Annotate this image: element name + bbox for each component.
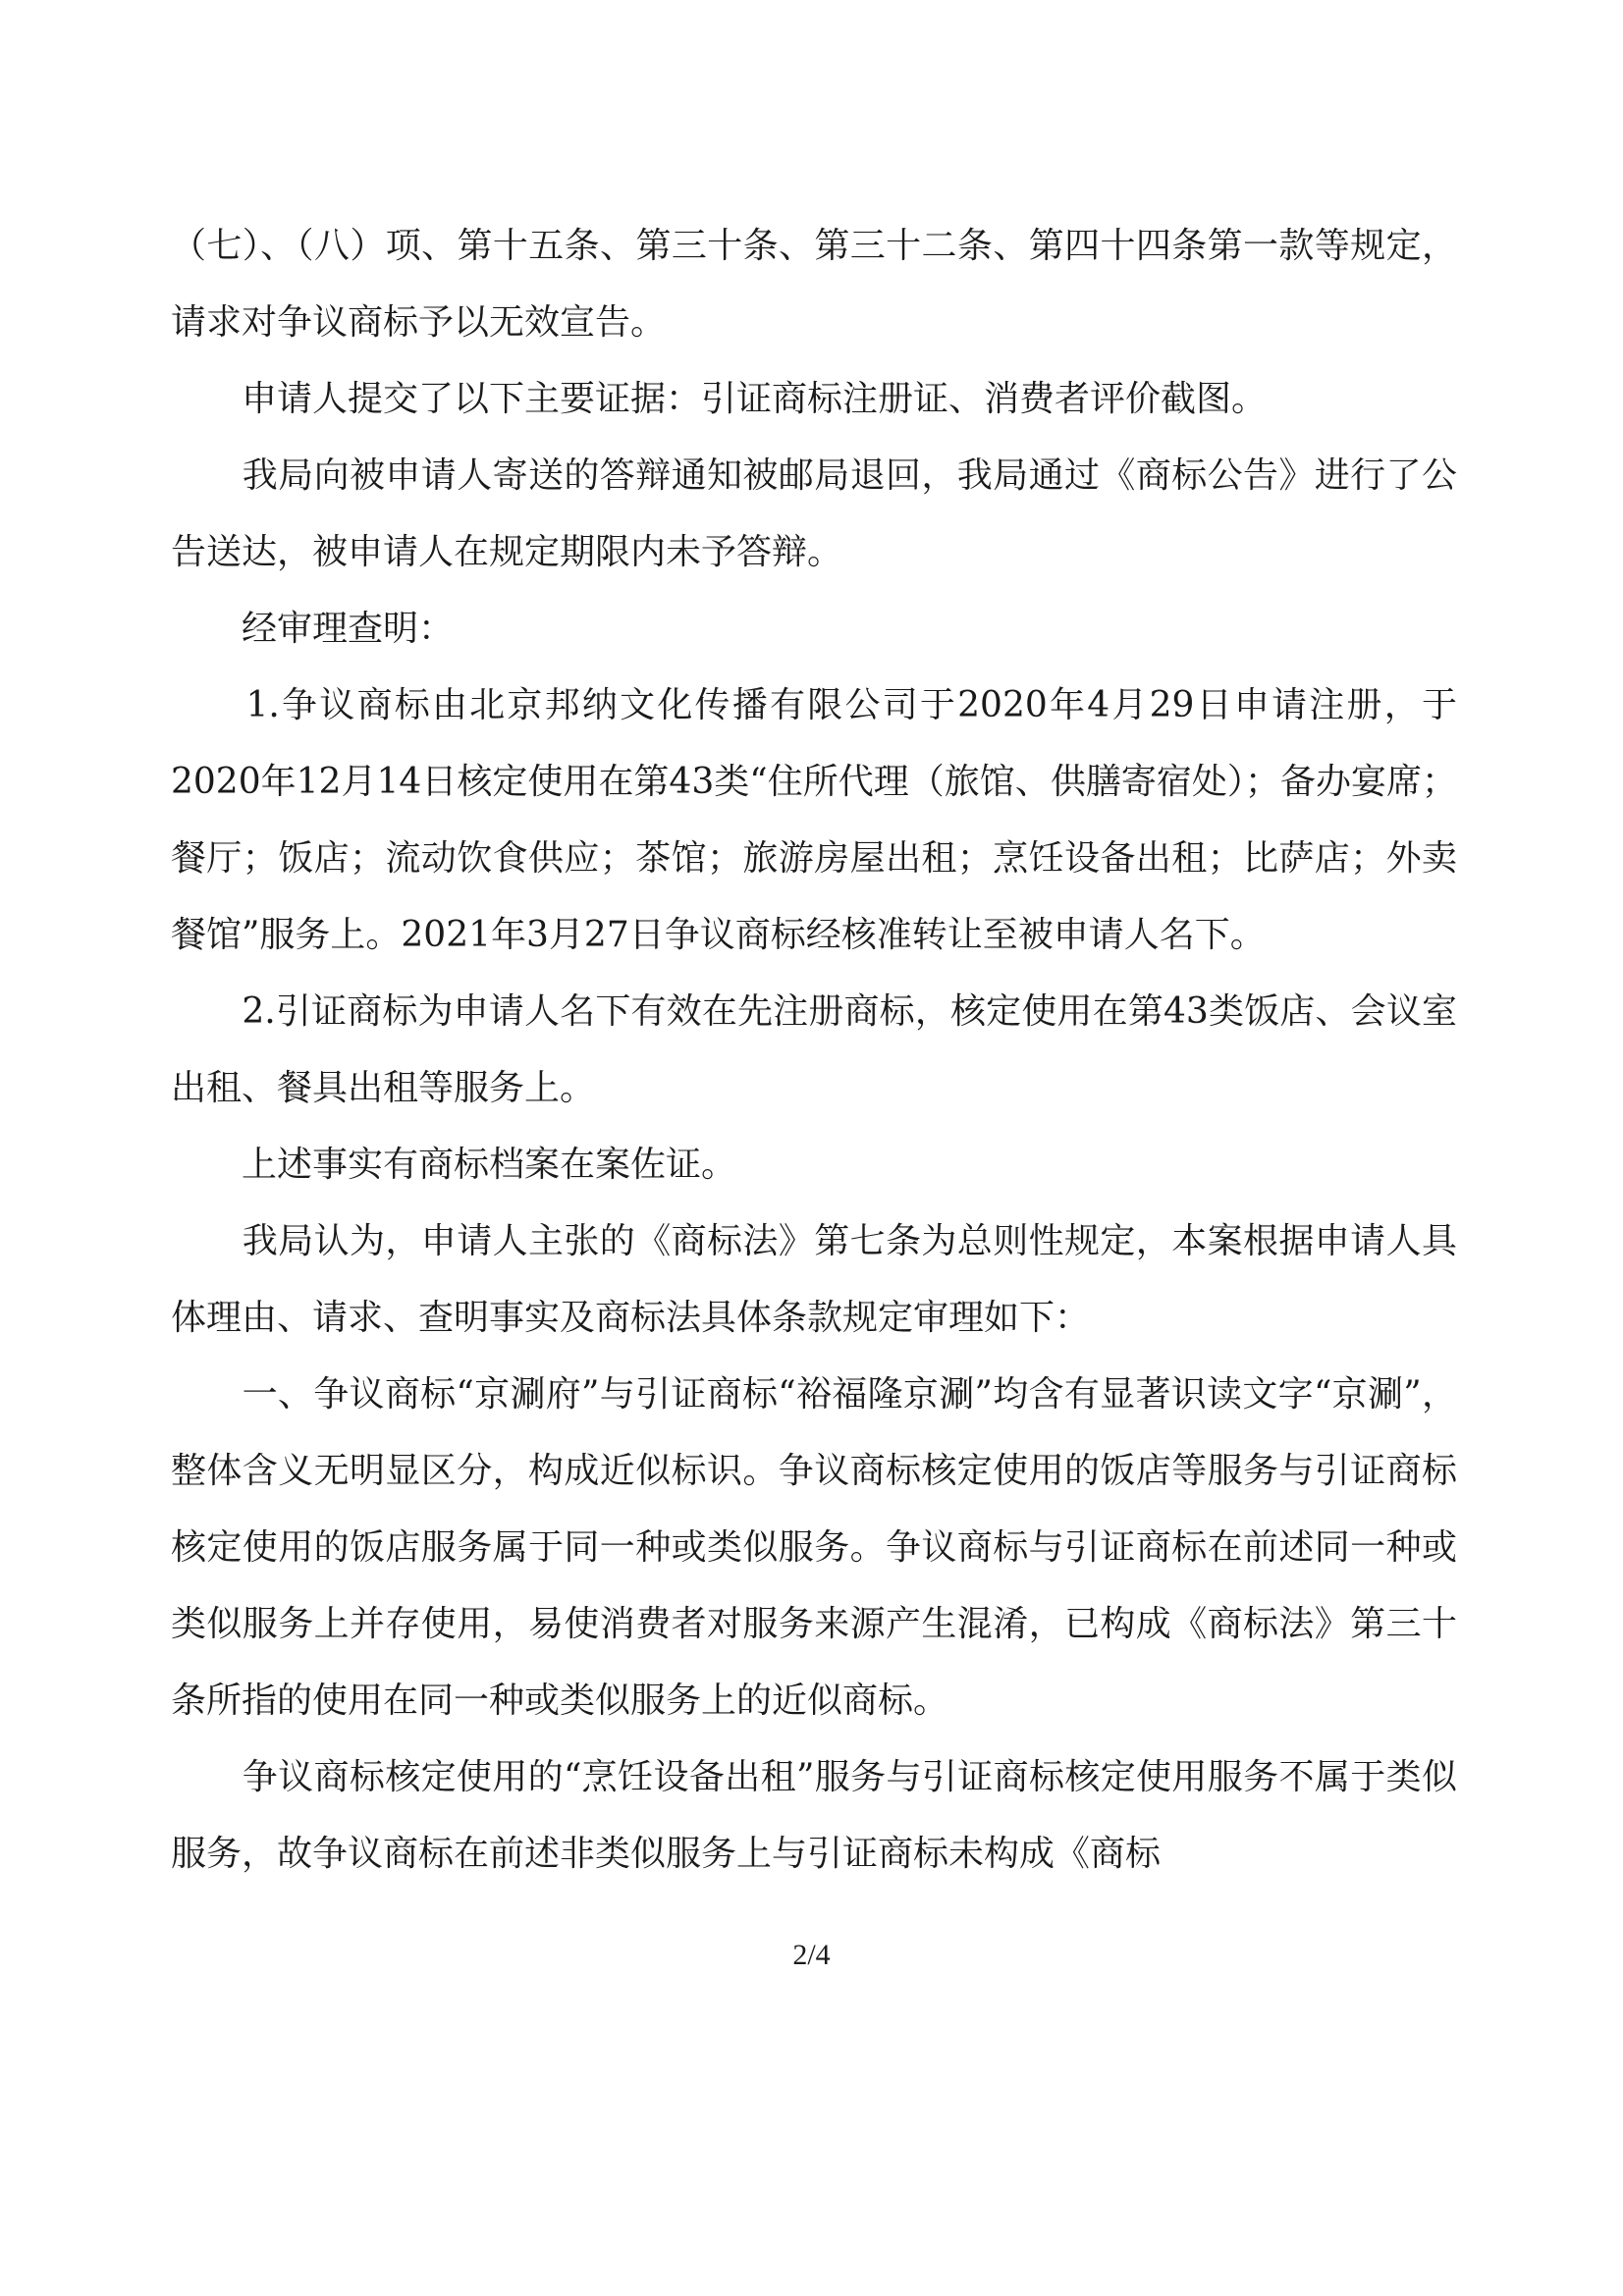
paragraph-1: （七）、（八）项、第十五条、第三十条、第三十二条、第四十四条第一款等规定，请求对争议商标予以无效宣告。 bbox=[171, 226, 1457, 343]
paragraph-9: 一、争议商标“京涮府”与引证商标“裕福隆京涮”均含有显著识读文字“京涮”，整体含义无明显区分，构成近似标识。争议商标核定使用的饭店等服务与引证商标核定使用的饭店服务属于同一种或类似服务。争议商标与引证商标在前述同一种或类似服务上并存使用，易使消费者对服务来源产生混淆，已构成《商标法》第三十条所指的使用在同一种或类似服务上的近似商标。 bbox=[171, 1374, 1457, 1721]
paragraph-5: 1.争议商标由北京邦纳文化传播有限公司于2020年4月29日申请注册，于2020年12月14日核定使用在第43类“住所代理（旅馆、供膳寄宿处）；备办宴席；餐厅；饭店；流动饮食供应；茶馆；旅游房屋出租；烹饪设备出租；比萨店；外卖餐馆”服务上。2021年3月27日争议商标经核准转让至被申请人名下。 bbox=[171, 685, 1457, 955]
paragraph-2: 申请人提交了以下主要证据：引证商标注册证、消费者评价截图。 bbox=[171, 379, 1268, 419]
paragraph-4: 经审理查明： bbox=[171, 609, 455, 649]
body-text bbox=[171, 208, 1457, 1893]
paragraph-8: 我局认为，申请人主张的《商标法》第七条为总则性规定，本案根据申请人具体理由、请求、查明事实及商标法具体条款规定审理如下： bbox=[171, 1221, 1457, 1338]
page-number: 2/4 bbox=[792, 1939, 831, 1971]
paragraph-6: 2.引证商标为申请人名下有效在先注册商标，核定使用在第43类饭店、会议室出租、餐具出租等服务上。 bbox=[171, 991, 1457, 1108]
paragraph-10: 争议商标核定使用的“烹饪设备出租”服务与引证商标核定使用服务不属于类似服务，故争议商标在前述非类似服务上与引证商标未构成《商标 bbox=[171, 1757, 1457, 1874]
paragraph-3: 我局向被申请人寄送的答辩通知被邮局退回，我局通过《商标公告》进行了公告送达，被申请人在规定期限内未予答辩。 bbox=[171, 455, 1457, 572]
paragraph-7: 上述事实有商标档案在案佐证。 bbox=[171, 1145, 737, 1185]
